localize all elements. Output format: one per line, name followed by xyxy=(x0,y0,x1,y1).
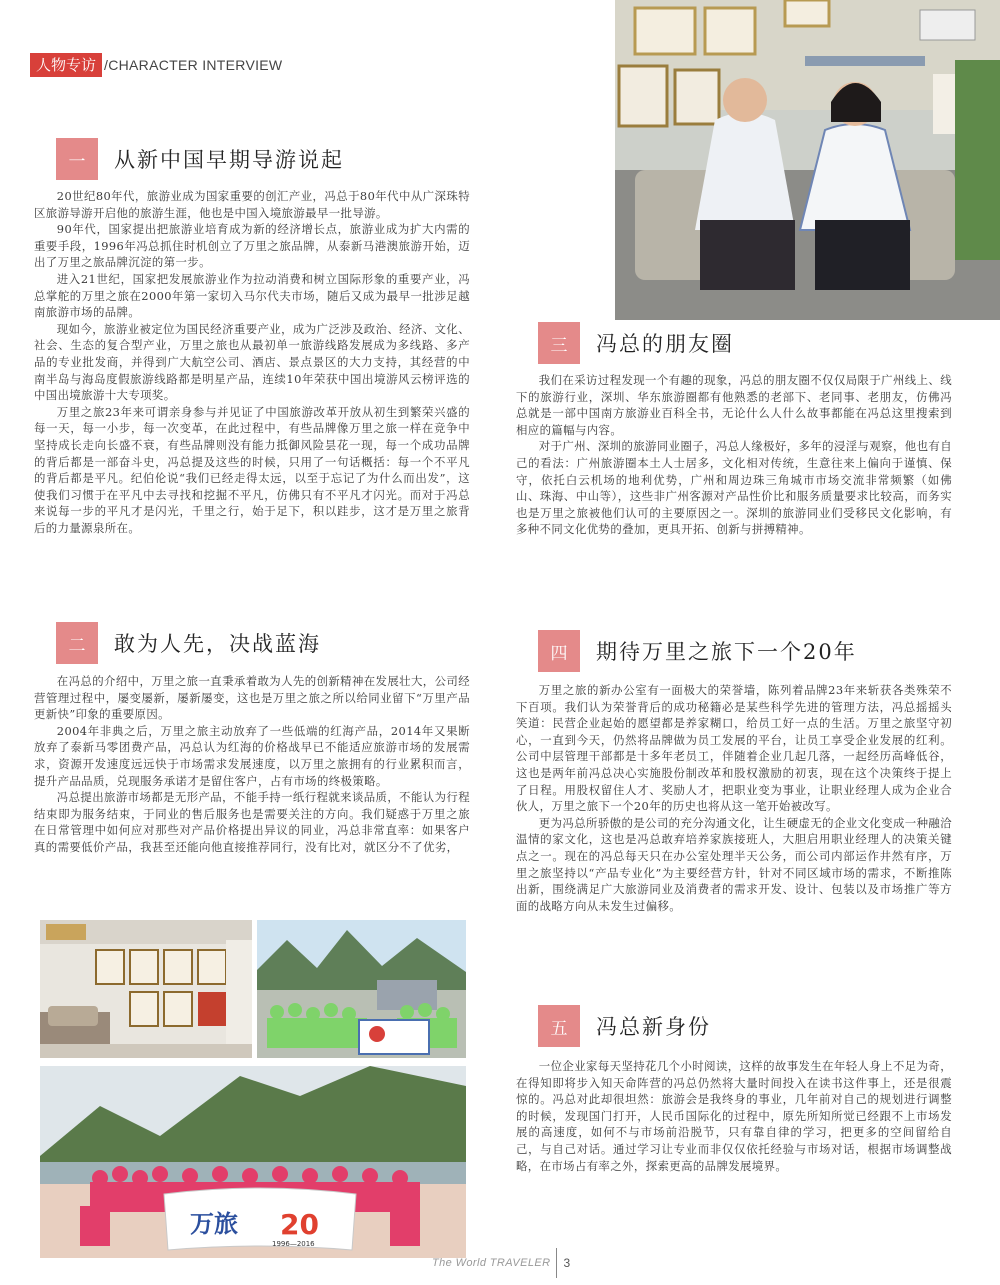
page-number: 3 xyxy=(563,1256,571,1270)
paragraph: 更为冯总所骄傲的是公司的充分沟通文化，让生硬虚无的企业文化变成一种融洽温情的家文化，这也是冯总敢弃培养家族接班人，大胆启用职业经理人的决策关键点之一。现在的冯总每天只在办公室处理半天公务，而公司内部运作井然有序，万里之旅坚持以“产品专业化”为主要经营方针，针对不同区域市场的需求，不断推陈出新，围绕满足广大旅游同业及消费者的需求开发、设计、包装以及市场推广等方面的战略方向从未发生过偏移。 xyxy=(516,815,952,913)
section-header xyxy=(30,52,282,78)
paragraph: 2004年非典之后，万里之旅主动放弃了一些低端的红海产品，2014年又果断放弃了泰新马零团费产品，冯总认为红海的价格战早已不能适应旅游市场的发展需求，资源开发速度远远快于市场需求发展速度，以万里之旅拥有的行业累积而言，提升产品品质，兑现服务承诺才是留住客户，占有市场的终极策略。 xyxy=(34,723,470,788)
footer-divider xyxy=(556,1248,557,1278)
banner-logo-text: 万旅 xyxy=(190,1209,238,1238)
section-2-title xyxy=(56,622,321,664)
paragraph: 万里之旅的新办公室有一面极大的荣誉墙，陈列着品牌23年来斩获各类殊荣不下百项。我们认为荣誉背后的成功秘籍必是某些科学先进的管理方法，冯总摇摇头笑道：民营企业起始的愿望都是养家糊口，给员工好一点的生活。万里之旅坚守初心，一直到今天，仍然将品牌做为员工发展的平台，让员工享受企业发展的红利。公司中层管理干部都是十多年老员工，伴随着企业几起几落，一起经历高峰低谷，这也是两年前冯总决心实施股份制改革和股权激励的初衷，现在这个决策终于提上了日程。用股权留住人才、奖励人才，把职业变为事业，让职业经理人成为企业合伙人，万里之旅下一个20年的历史也将从这一笔开始被改写。 xyxy=(516,683,952,814)
group-travel-photo xyxy=(257,920,466,1058)
paragraph: 冯总提出旅游市场都是无形产品，不能手持一纸行程就来谈品质，不能认为行程结束即为服务结束，于同业的售后服务也是需要关注的方向。我们疑惑于万里之旅在日常管理中如何应对那些对产品价格提出异议的同业，冯总非常直率：如果客户真的需要低价产品，我甚至还能向他直接推荐同行，没有比对，就区分不了优劣， xyxy=(34,790,470,854)
paragraph: 在冯总的介绍中，万里之旅一直秉承着敢为人先的创新精神在发展壮大，公司经营管理过程中，屡变屡新，屡新屡变，这也是万里之旅之所以给同业留下“万里产品更新快”印象的重要原因。 xyxy=(34,674,470,722)
section-4-number: 四 xyxy=(538,630,580,672)
section-3-number: 三 xyxy=(538,322,580,364)
section-4-heading: 期待万里之旅下一个20年 xyxy=(596,640,857,664)
banner-period: 1996—2016 xyxy=(272,1240,315,1248)
paragraph: 20世纪80年代，旅游业成为国家重要的创汇产业，冯总于80年代中从广深珠特区旅游导游开启他的旅游生涯，他也是中国入境旅游最早一批导游。 xyxy=(34,189,470,220)
header-tag: 人物专访 xyxy=(30,53,102,77)
section-1-number: 一 xyxy=(56,138,98,180)
section-5-number: 五 xyxy=(538,1005,580,1047)
magazine-name: The World TRAVELER xyxy=(432,1257,551,1269)
section-5-heading: 冯总新身份 xyxy=(596,1015,711,1039)
paragraph: 一位企业家每天坚持花几个小时阅读，这样的故事发生在年轻人身上不足为奇，在得知即将步入知天命阵营的冯总仍然将大量时间投入在读书这件事上，还是很震惊的。冯总对此却很坦然：旅游会是我终身的事业，几年前对自己的规划进行调整的时候，发现国门打开，人民币国际化的过程中，原先所知所觉已经跟不上市场发展的高速度，如何不与市场前沿脱节，只有靠自律的学习，把更多的空间留给自己，与自己对话。通过学习让专业而非仅仅依托经验与市场对话，根据市场调整战略，在市场占有率之外，探索更高的品牌发展境界。 xyxy=(516,1059,952,1173)
beach-group-photo xyxy=(40,1066,466,1258)
section-3-title xyxy=(538,322,734,364)
section-5-body xyxy=(516,1058,952,1218)
paragraph: 90年代，国家提出把旅游业培育成为新的经济增长点，旅游业成为扩大内需的重要手段，1996年冯总抓住时机创立了万里之旅品牌，从泰新马港澳旅游开始，迈出了万里之旅品牌沉淀的第一步。 xyxy=(34,222,470,270)
section-3-body xyxy=(516,372,952,602)
section-1-body xyxy=(34,188,470,598)
interview-photo xyxy=(615,0,1000,320)
section-2-heading: 敢为人先，决战蓝海 xyxy=(114,632,321,656)
header-english: /CHARACTER INTERVIEW xyxy=(104,57,283,73)
section-1-title xyxy=(56,138,344,180)
section-3-heading: 冯总的朋友圈 xyxy=(596,332,734,356)
section-4-body xyxy=(516,682,952,974)
paragraph: 对于广州、深圳的旅游同业圈子，冯总人缘极好，多年的浸淫与观察，他也有自己的看法：广州旅游圈本土人士居多，文化相对传统，生意往来上偏向于谨慎、保守，依托白云机场的地利优势，广州和周边珠三角城市市场交流非常频繁（如佛山、珠海、中山等），这些非广州客源对产品性价比和服务质量要求比较高，而务实也是万里之旅被他们认可的主要原因之一。深圳的旅游同业们受移民文化影响，有多种不同文化优势的叠加，更具开拓、创新与拼搏精神。 xyxy=(516,439,952,537)
page-footer xyxy=(432,1254,570,1272)
section-1-heading: 从新中国早期导游说起 xyxy=(114,148,344,172)
paragraph: 我们在采访过程发现一个有趣的现象，冯总的朋友圈不仅仅局限于广州线上、线下的旅游行业，深圳、华东旅游圈都有他熟悉的老部下、老同事、老朋友，仿佛冯总就是一部中国南方旅游业百科全书，无论什么人什么故事都能在冯总这里搜索到相应的篇幅与内容。 xyxy=(516,373,952,437)
honor-wall-photo xyxy=(40,920,252,1058)
paragraph: 进入21世纪，国家把发展旅游业作为拉动消费和树立国际形象的重要产业，冯总掌舵的万里之旅在2000年第一家切入马尔代夫市场，随后又成为最早一批涉足越南旅游市场的品牌。 xyxy=(34,271,470,320)
section-4-title xyxy=(538,630,857,672)
section-2-number: 二 xyxy=(56,622,98,664)
banner-years: 20 xyxy=(280,1208,319,1241)
section-2-body xyxy=(34,673,470,895)
paragraph: 现如今，旅游业被定位为国民经济重要产业，成为广泛涉及政治、经济、文化、社会、生态的复合型产业，万里之旅也从最初单一旅游线路发展成为多线路、多产品的专业批发商，并得到广大航空公司、酒店、景点景区的大力支持，其经营的中南半岛与海岛度假旅游线路都是明星产品，连续10年荣获中国出境游风云榜评选的中国出境旅游十大专项奖。 xyxy=(34,321,470,403)
section-5-title xyxy=(538,1005,711,1047)
paragraph: 万里之旅23年来可谓亲身参与并见证了中国旅游改革开放从初生到繁荣兴盛的每一天，每一小步，每一次变革，在此过程中，有些品牌像万里之旅一样在竞争中坚持成长走向长盛不衰，有些品牌则没有能力抵御风险昙花一现，每一个成功品牌的背后都是一部奋斗史，冯总提及这些的时候，只用了一句话概括：每一个不平凡的背后都是平凡。纪伯伦说“我们已经走得太远，以至于忘记了为什么而出发”，这使我们习惯于在平凡中去寻找和挖掘不平凡，仿佛只有不平凡才闪光。而对于冯总来说每一步的平凡才是闪光，千里之行，始于足下，积以跬步，这才是万里之旅背后的力量源泉所在。 xyxy=(34,404,470,535)
